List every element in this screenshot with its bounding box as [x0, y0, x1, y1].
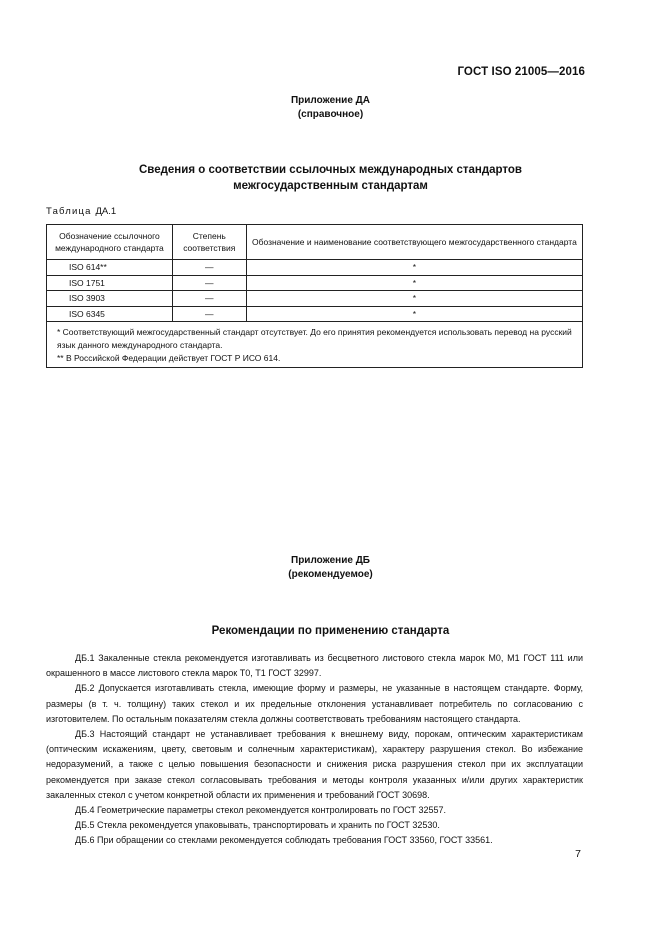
- table-row: [47, 291, 583, 307]
- table-notes: [47, 322, 583, 368]
- table-row: [47, 260, 583, 276]
- table-caption-number: ДА.1: [95, 206, 117, 217]
- annex-status: (рекомендуемое): [288, 569, 373, 580]
- paragraph: ДБ.5 Стекла рекомендуется упаковывать, транспортировать и хранить по ГОСТ 32530.: [75, 820, 440, 831]
- recommendations-text: [46, 651, 583, 849]
- section-title-line: Сведения о соответствии ссылочных международных стандартов: [138, 164, 522, 176]
- ref-standard-cell: ISO 3903: [47, 291, 173, 307]
- paragraph: ДБ.3 Настоящий стандарт не устанавливает требования к внешнему виду, порокам, оптическим характеристикам (оптическим искажениям, цвету, световым и солнечным характеристикам), характеру разрушения стекол. Во избежание недоразумений, а также с целью повышения безопасности и снижения риска разрушения стекол при их эксплуатации рекомендуется при заказе стекол согласовывать требования и методы контроля указанных и/или других характеристик закаленных стекол с учетом конкретной области их применения и требований ГОСТ 30698.: [46, 729, 583, 800]
- table-note: ** В Российской Федерации действует ГОСТ Р ИСО 614.: [57, 353, 281, 363]
- ref-standard-cell: ISO 614**: [47, 260, 173, 276]
- paragraph: ДБ.2 Допускается изготавливать стекла, имеющие форму и размеры, не указанные в настоящем стандарте. Форму, размеры (в т. ч. толщину) таких стекол и их предельные отклонения устанавливает потребитель по согласованию с изготовителем. По остальным показателям стекла должны соответствовать требованиям настоящего стандарта.: [46, 683, 583, 724]
- degree-cell: —: [172, 306, 246, 322]
- paragraph: ДБ.1 Закаленные стекла рекомендуется изготавливать из бесцветного листового стекла марок М0, М1 ГОСТ 111 или окрашенного в массе листового стекла марок Т0, Т1 ГОСТ 32997.: [46, 653, 583, 679]
- table-notes-row: [47, 322, 583, 368]
- table-row: [47, 275, 583, 291]
- interstate-standard-cell: *: [246, 291, 582, 307]
- paragraph: ДБ.6 При обращении со стеклами рекомендуется соблюдать требования ГОСТ 33560, ГОСТ 33561.: [75, 835, 493, 846]
- annex-status: (справочное): [297, 109, 364, 120]
- section-title-line: межгосударственным стандартам: [233, 180, 428, 192]
- interstate-standard-cell: *: [246, 306, 582, 322]
- degree-cell: —: [172, 260, 246, 276]
- table-header-row: [47, 225, 583, 260]
- degree-cell: —: [172, 275, 246, 291]
- column-header: Степень соответствия: [172, 225, 246, 260]
- page-number: 7: [575, 848, 581, 860]
- degree-cell: —: [172, 291, 246, 307]
- table-caption: [46, 206, 116, 217]
- annex-db-heading: [0, 554, 661, 582]
- annex-title: Приложение ДА: [290, 95, 371, 106]
- ref-standard-cell: ISO 6345: [47, 306, 173, 322]
- interstate-standard-cell: *: [246, 275, 582, 291]
- correspondence-table: [46, 224, 583, 368]
- interstate-standard-cell: *: [246, 260, 582, 276]
- ref-standard-cell: ISO 1751: [47, 275, 173, 291]
- document-id-header: ГОСТ ISO 21005—2016: [457, 66, 585, 78]
- column-header: Обозначение и наименование соответствующего межгосударственного стандарта: [246, 225, 582, 260]
- annex-title: Приложение ДБ: [291, 555, 370, 566]
- section-title: [0, 623, 661, 639]
- table-row: [47, 306, 583, 322]
- paragraph: ДБ.4 Геометрические параметры стекол рекомендуется контролировать по ГОСТ 32557.: [75, 805, 446, 816]
- column-header: Обозначение ссылочного международного стандарта: [47, 225, 173, 260]
- section-title: [0, 162, 661, 194]
- annex-da-heading: [0, 94, 661, 122]
- section-title-line: Рекомендации по применению стандарта: [211, 625, 450, 637]
- table-caption-word: Таблица: [46, 206, 92, 217]
- table-note: * Соответствующий межгосударственный стандарт отсутствует. До его принятия рекомендуется использовать перевод на русский язык данного международного стандарта.: [57, 327, 572, 350]
